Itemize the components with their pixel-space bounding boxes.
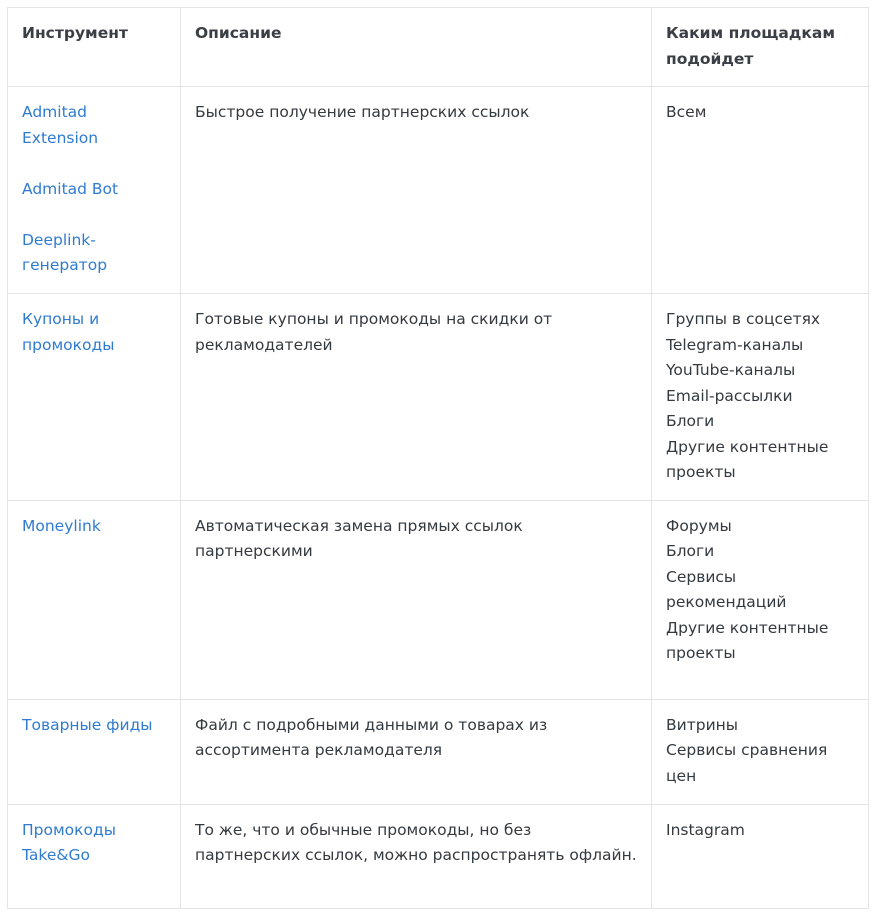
description-cell: Готовые купоны и промокоды на скидки от рекламодателей (181, 294, 652, 501)
platforms-cell (652, 87, 869, 294)
table-row (8, 699, 869, 804)
platform-item: Группы в соцсетях (666, 310, 821, 328)
platform-item: Форумы (666, 516, 732, 535)
tool-cell (8, 804, 181, 908)
tool-cell (8, 500, 181, 699)
tools-table (7, 7, 869, 909)
tool-link-moneylink[interactable]: Moneylink (22, 516, 101, 535)
header-tool: Инструмент (8, 8, 181, 87)
header-description: Описание (181, 8, 652, 87)
platform-item: Instagram (666, 820, 745, 839)
platform-item: Витрины (666, 715, 739, 734)
tools-table-container (7, 7, 868, 909)
tool-link-product-feeds[interactable]: Товарные фиды (22, 715, 153, 734)
description-cell: Быстрое получение партнерских ссылок (181, 87, 652, 294)
table-row (8, 87, 869, 294)
platforms-cell (652, 294, 869, 501)
table-row (8, 294, 869, 501)
tool-link-deeplink-generator[interactable]: Deeplink-генератор (22, 230, 108, 274)
tool-cell (8, 294, 181, 501)
platform-item: Другие контентные проекты (666, 437, 829, 481)
tool-cell (8, 87, 181, 294)
description-cell: Файл с подробными данными о товарах из ассортимента рекламодателя (181, 699, 652, 804)
table-row (8, 804, 869, 908)
tool-cell (8, 699, 181, 804)
table-row (8, 500, 869, 699)
tool-link-admitad-extension[interactable]: Admitad Extension (22, 103, 99, 147)
platform-item: YouTube-каналы (666, 361, 796, 379)
description-cell: То же, что и обычные промокоды, но без партнерских ссылок, можно распространять офлайн. (181, 804, 652, 908)
table-header-row (8, 8, 869, 87)
platform-item: Email-рассылки (666, 386, 793, 405)
platforms-cell (652, 500, 869, 699)
platform-item: Блоги (666, 412, 715, 430)
platform-item: Другие контентные проекты (666, 618, 829, 662)
platforms-cell (652, 804, 869, 908)
platform-item: Всем (666, 103, 707, 121)
tool-link-admitad-bot[interactable]: Admitad Bot (22, 179, 119, 198)
platform-item: Блоги (666, 542, 715, 560)
header-platforms: Каким площадкам подойдет (652, 8, 869, 87)
platforms-cell (652, 699, 869, 804)
description-cell: Автоматическая замена прямых ссылок партнерскими (181, 500, 652, 699)
tool-link-takeandgo[interactable]: Промокоды Take&Go (22, 820, 116, 864)
platform-item: Telegram-каналы (666, 335, 804, 354)
platform-item: Сервисы сравнения цен (666, 741, 828, 785)
tool-link-coupons[interactable]: Купоны и промокоды (22, 310, 115, 354)
platform-item: Сервисы рекомендаций (666, 567, 787, 611)
